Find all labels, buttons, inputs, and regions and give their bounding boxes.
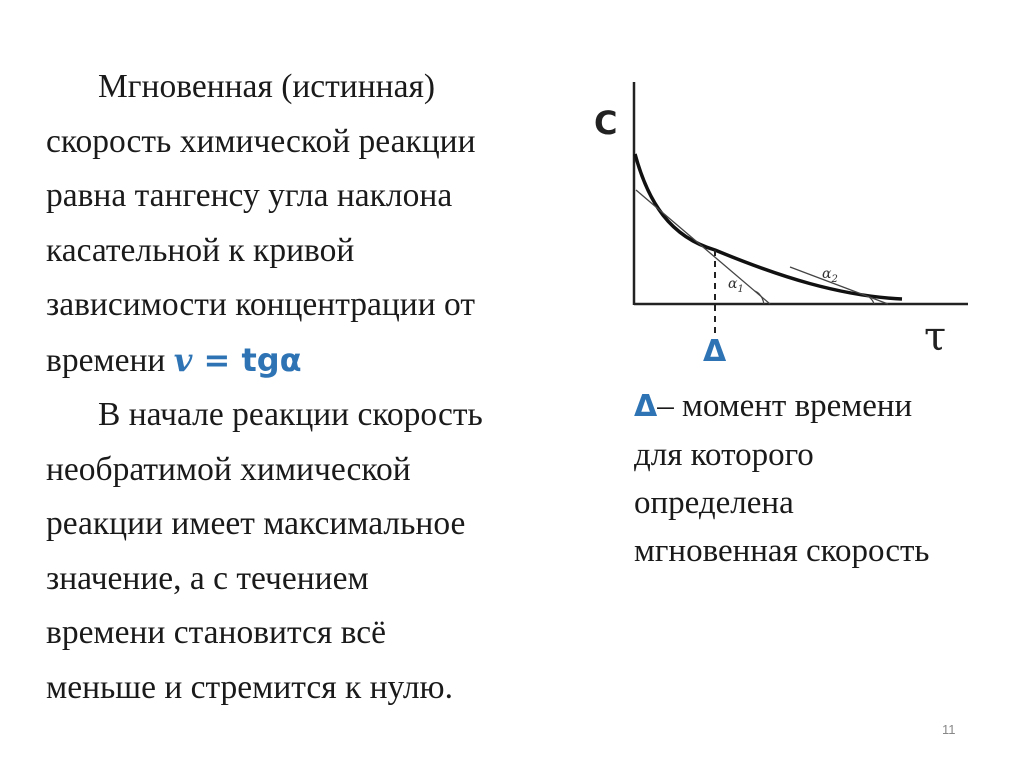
text-line: реакции имеет максимальное <box>46 505 466 542</box>
text-line: скорость химической реакции <box>46 122 476 160</box>
caption-symbol: Δ <box>634 389 658 424</box>
caption-line: мгновенная скорость <box>634 533 930 569</box>
concentration-time-graph <box>590 72 990 362</box>
rate-formula <box>174 341 302 379</box>
caption-line: определена <box>634 485 794 521</box>
text-line: времени <box>46 341 166 379</box>
text-line: зависимости концентрации от <box>46 286 475 323</box>
page-number: 11 <box>942 722 956 737</box>
formula-rest: = tgα <box>192 340 302 379</box>
text-line: значение, а с течением <box>46 559 369 597</box>
angle-label-2: $\alpha_2$ <box>822 266 838 285</box>
paragraph-rate-decrease <box>46 388 566 715</box>
text-line: равна тангенсу угла наклона <box>46 177 453 214</box>
paragraph-instant-rate <box>46 60 566 388</box>
text-line: касательной к кривой <box>46 231 355 269</box>
text-line: необратимой химической <box>46 450 411 488</box>
x-axis-label: τ <box>924 314 947 360</box>
text-line: меньше и стремится к нулю. <box>46 668 453 706</box>
caption-line: для которого <box>634 437 814 473</box>
y-axis-label: C <box>594 104 618 142</box>
text-line: времени становится всё <box>46 614 387 651</box>
main-text <box>46 60 566 715</box>
graph-caption <box>634 382 1004 575</box>
concentration-curve <box>635 154 902 299</box>
angle-label-1: $\alpha_1$ <box>728 276 744 295</box>
time-moment-marker: Δ <box>703 334 727 369</box>
caption-line: – момент времени <box>657 388 913 424</box>
text-line: В начале реакции скорость <box>98 396 483 433</box>
tangent-line-2 <box>790 267 888 304</box>
formula-variable: v <box>173 340 193 379</box>
text-line: Мгновенная (истинная) <box>98 68 436 105</box>
tangent-line-1 <box>636 190 770 304</box>
